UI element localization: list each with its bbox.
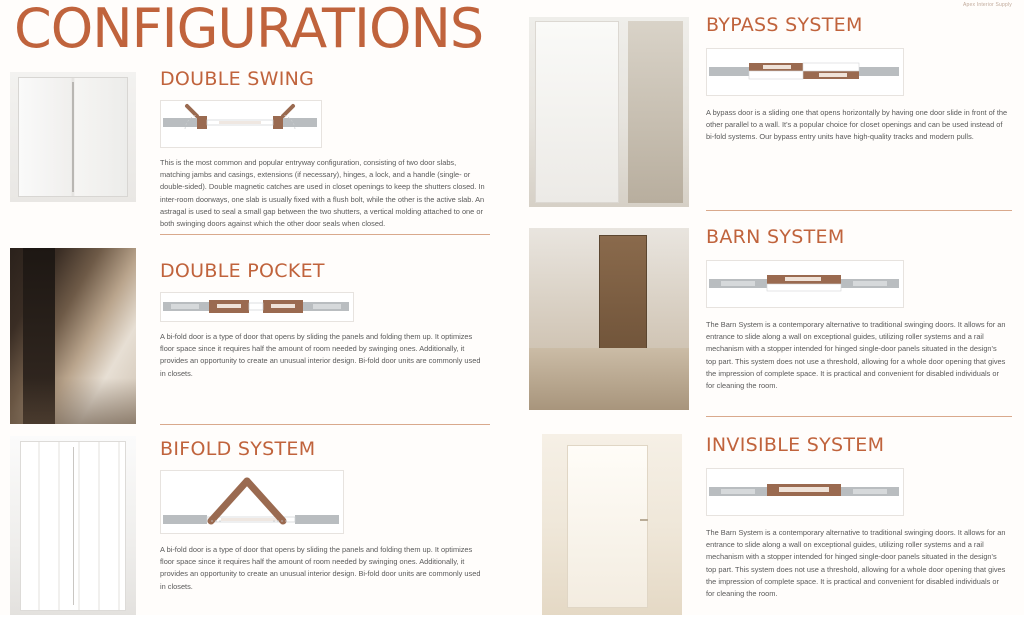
section-text-double-swing: This is the most common and popular entryway configuration, consisting of two door slabs, matching jambs and casings, extensions (if necessary), hinges, a lock, and a handle (single- or double-sided). Double magnetic catches are used in closet openings to keep the shutters closed. In inter-room doorways, one slab is usually fixed with a flush bolt, while the other is the active slab. An astragal is used to seal a small gap between the two shutters, a vertical molding attached to one or both swinging doors against which the other door seals when closed. xyxy=(160,158,485,229)
section-photo-double-swing xyxy=(10,72,136,202)
right-column xyxy=(512,0,1024,623)
section-body-double-swing xyxy=(160,68,490,230)
section-divider-4 xyxy=(706,416,1012,417)
diagram-double-swing xyxy=(160,100,322,148)
section-bypass-system xyxy=(512,14,1024,214)
section-photo-invisible xyxy=(542,434,682,619)
diagram-invisible xyxy=(706,468,904,516)
section-title-bypass: BYPASS SYSTEM xyxy=(706,14,863,36)
section-double-swing xyxy=(0,68,512,238)
section-barn-system xyxy=(512,220,1024,420)
section-text-bifold: A bi-fold door is a type of door that opens by sliding the panels and folding them up. It optimizes floor space since it requires half the amount of room needed by swinging ones. Additionally, it provides an opportunity to create an unusual interior design. Bi-fold door units are commonly used in closets. xyxy=(160,545,481,591)
section-text-invisible: The Barn System is a contemporary alternative to traditional swinging doors. It allows for an entrance to slide along a wall on exceptional guides, utilizing roller systems and a rail mechanism with a stopper intended for hinged single-door panels situated in the design's top part. This system does not use a threshold, allowing for a whole door opening that gives the impression of complete space. It is practical and convenient for disabled individuals or for cleaning the room. xyxy=(706,528,1006,599)
section-body-barn xyxy=(706,226,1012,392)
section-text-barn: The Barn System is a contemporary alternative to traditional swinging doors. It allows for an entrance to slide along a wall on exceptional guides, utilizing roller systems and a rail mechanism with a stopper intended for hinged single-door panels situated in the design's top part. This system does not use a threshold, allowing for a whole door opening that gives the impression of complete space. It is practical and convenient for disabled individuals or for cleaning the room. xyxy=(706,320,1006,391)
bottom-band xyxy=(0,615,1024,623)
top-note: Apex Interior Supply xyxy=(962,2,1012,8)
bypass-diagram-svg xyxy=(707,49,901,93)
invisible-diagram-svg xyxy=(707,469,901,513)
section-photo-bypass xyxy=(529,17,689,207)
section-divider-1 xyxy=(160,234,490,235)
section-invisible-system xyxy=(512,424,1024,619)
double-swing-diagram-svg xyxy=(161,101,319,145)
diagram-bypass xyxy=(706,48,904,96)
section-title-invisible: INVISIBLE SYSTEM xyxy=(706,434,885,456)
section-photo-double-pocket xyxy=(10,248,136,424)
section-text-double-pocket: A bi-fold door is a type of door that opens by sliding the panels and folding them up. It optimizes floor space since it requires half the amount of room needed by swinging ones. Additionally, it provides an opportunity to create an unusual interior design. Bi-fold door units are commonly used in closets. xyxy=(160,332,481,378)
section-title-bifold: BIFOLD SYSTEM xyxy=(160,438,316,460)
section-title-double-pocket: DOUBLE POCKET xyxy=(160,260,325,282)
section-photo-bifold xyxy=(10,436,136,616)
diagram-bifold xyxy=(160,470,344,534)
section-body-bifold xyxy=(160,438,490,593)
section-title-double-swing: DOUBLE SWING xyxy=(160,68,315,90)
section-body-invisible xyxy=(706,434,1012,600)
bifold-diagram-svg xyxy=(161,471,341,531)
section-divider-2 xyxy=(160,424,490,425)
diagram-double-pocket xyxy=(160,292,354,322)
diagram-barn xyxy=(706,260,904,308)
section-double-pocket xyxy=(0,248,512,428)
section-text-bypass: A bypass door is a sliding one that opens horizontally by having one door slide in front of the other parallel to a wall. It's a popular choice for closet openings and can be used instead of bi-fold systems. Our bypass entry units have high-quality tracks and modern pulls. xyxy=(706,108,1008,142)
barn-diagram-svg xyxy=(707,261,901,305)
section-bifold-system xyxy=(0,436,512,616)
page-title: CONFIGURATIONS xyxy=(14,0,484,60)
double-pocket-diagram-svg xyxy=(161,293,351,319)
section-title-barn: BARN SYSTEM xyxy=(706,226,845,248)
section-photo-barn xyxy=(529,228,689,410)
section-body-double-pocket xyxy=(160,260,490,380)
section-body-bypass xyxy=(706,14,1012,144)
section-divider-3 xyxy=(706,210,1012,211)
